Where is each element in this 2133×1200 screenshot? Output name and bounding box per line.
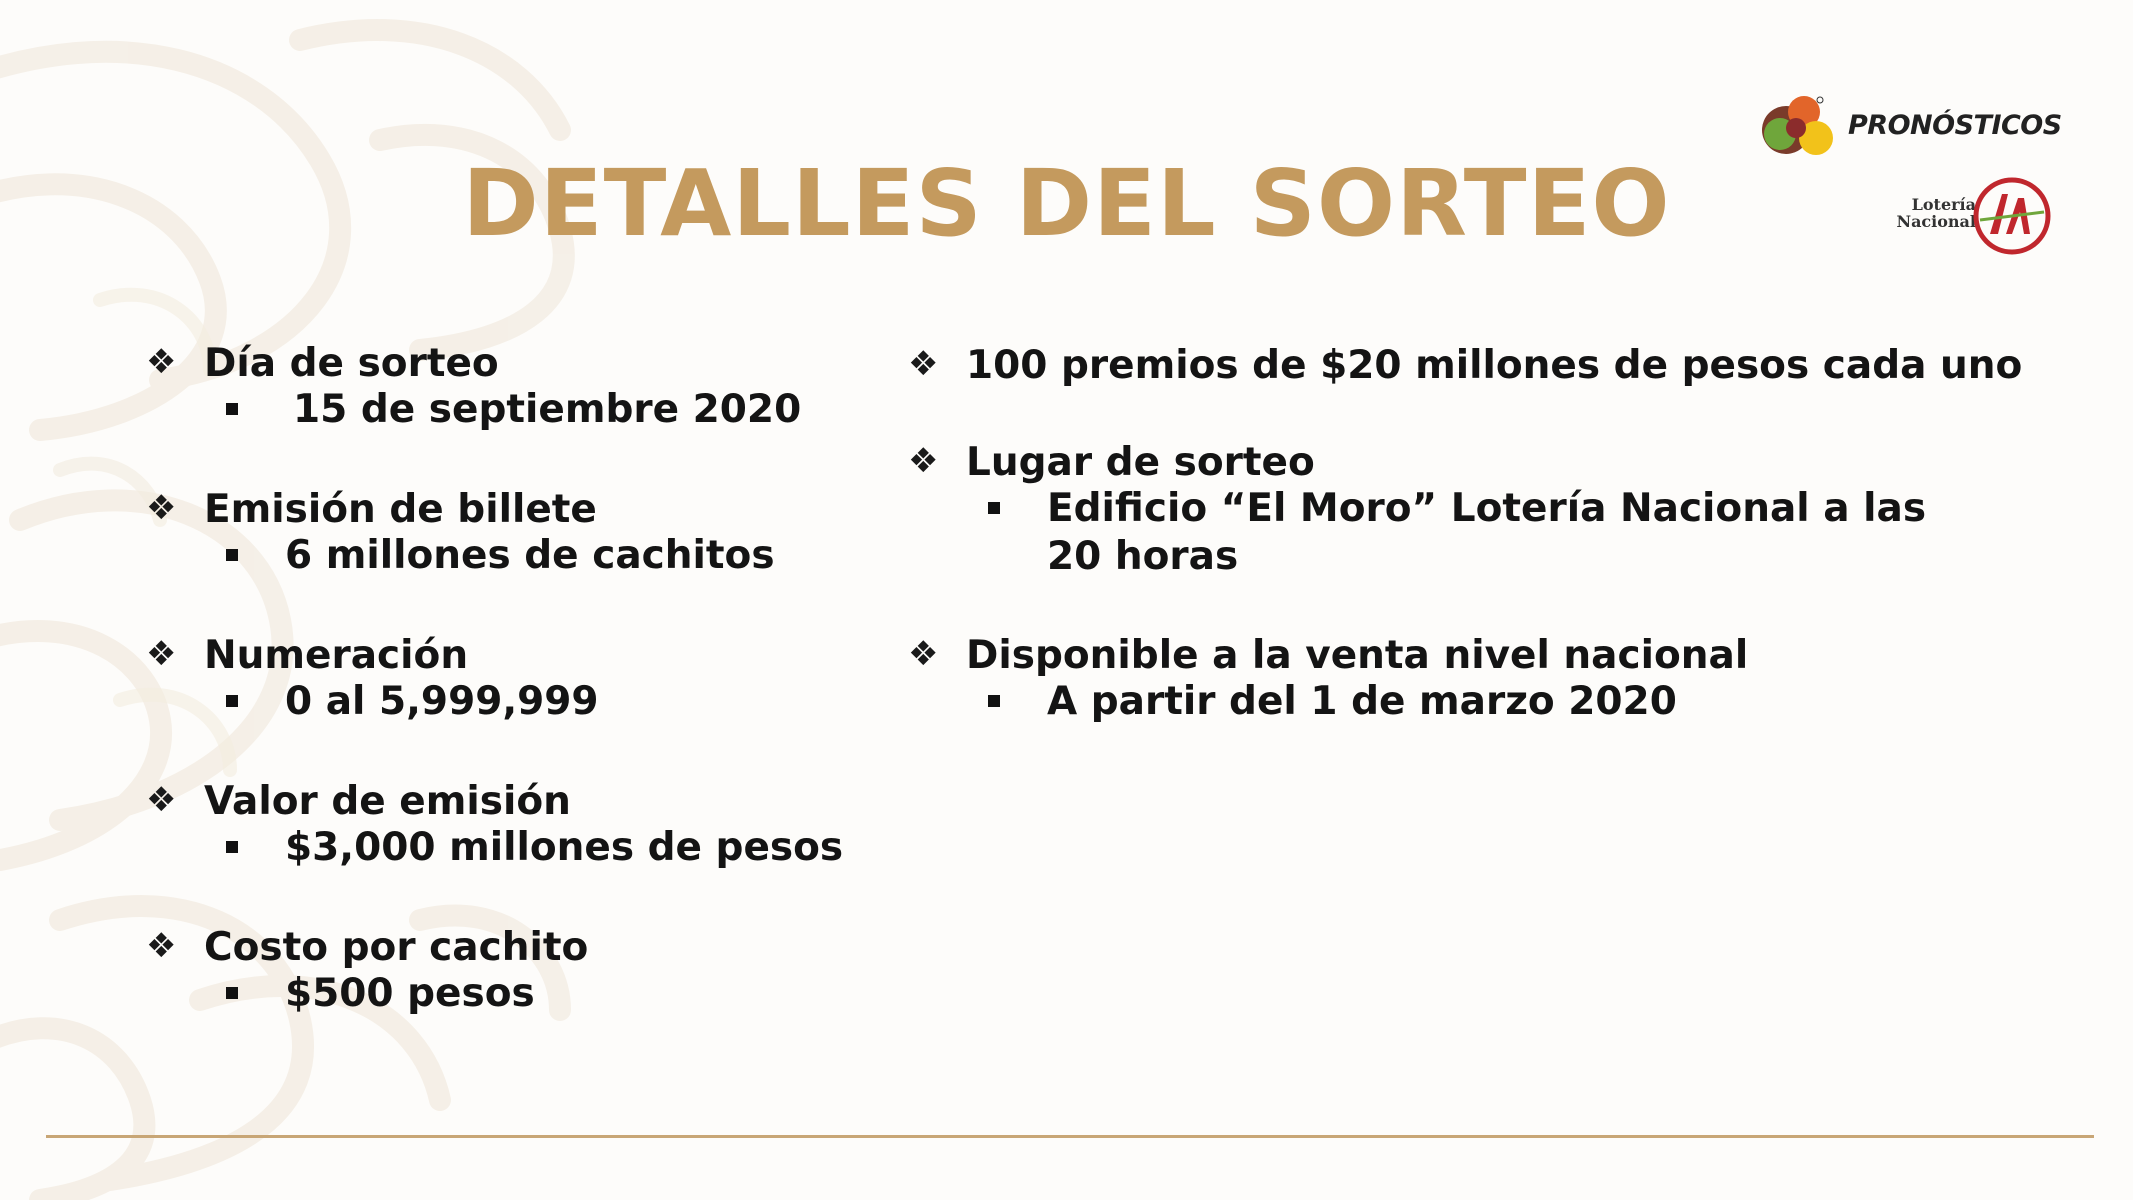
item-detail: $500 pesos <box>285 971 535 1016</box>
diamond-bullet-icon: ❖ <box>146 342 177 382</box>
diamond-bullet-icon: ❖ <box>146 634 177 674</box>
footer-divider <box>46 1135 2094 1138</box>
pronosticos-balls-icon <box>1756 88 1846 168</box>
diamond-bullet-icon: ❖ <box>146 780 177 820</box>
item-title: Costo por cachito <box>204 925 589 970</box>
slide-title: DETALLES DEL SORTEO <box>462 150 1671 257</box>
item-detail: A partir del 1 de marzo 2020 <box>1047 679 1677 724</box>
item-detail: Edificio “El Moro” Lotería Nacional a las 20 horas <box>1047 486 1927 579</box>
diamond-bullet-icon: ❖ <box>146 488 177 528</box>
item-detail: 0 al 5,999,999 <box>285 679 599 724</box>
item-title: Día de sorteo <box>204 341 499 386</box>
item-detail: 6 millones de cachitos <box>285 533 775 578</box>
pronosticos-logo <box>1756 88 2062 168</box>
item-title: Numeración <box>204 633 469 678</box>
item-title: 100 premios de $20 millones de pesos cada uno <box>966 343 2023 388</box>
square-bullet-icon <box>226 841 238 853</box>
loteria-line-2: Nacional <box>1896 212 1976 231</box>
square-bullet-icon <box>226 987 238 999</box>
diamond-bullet-icon: ❖ <box>908 344 939 384</box>
item-title: Emisión de billete <box>204 487 597 532</box>
item-title: Lugar de sorteo <box>966 440 1315 485</box>
item-title: Valor de emisión <box>204 779 571 824</box>
square-bullet-icon <box>988 695 1000 707</box>
diamond-bullet-icon: ❖ <box>146 926 177 966</box>
item-title: Disponible a la venta nivel nacional <box>966 633 1749 678</box>
item-detail: 15 de septiembre 2020 <box>293 387 802 432</box>
diamond-bullet-icon: ❖ <box>908 441 939 481</box>
loteria-line-1: Lotería <box>1911 195 1976 214</box>
square-bullet-icon <box>226 549 238 561</box>
square-bullet-icon <box>226 695 238 707</box>
item-detail: $3,000 millones de pesos <box>285 825 844 870</box>
diamond-bullet-icon: ❖ <box>908 634 939 674</box>
square-bullet-icon <box>988 502 1000 514</box>
pronosticos-wordmark: PRONÓSTICOS <box>1848 110 2062 141</box>
square-bullet-icon <box>226 403 238 415</box>
